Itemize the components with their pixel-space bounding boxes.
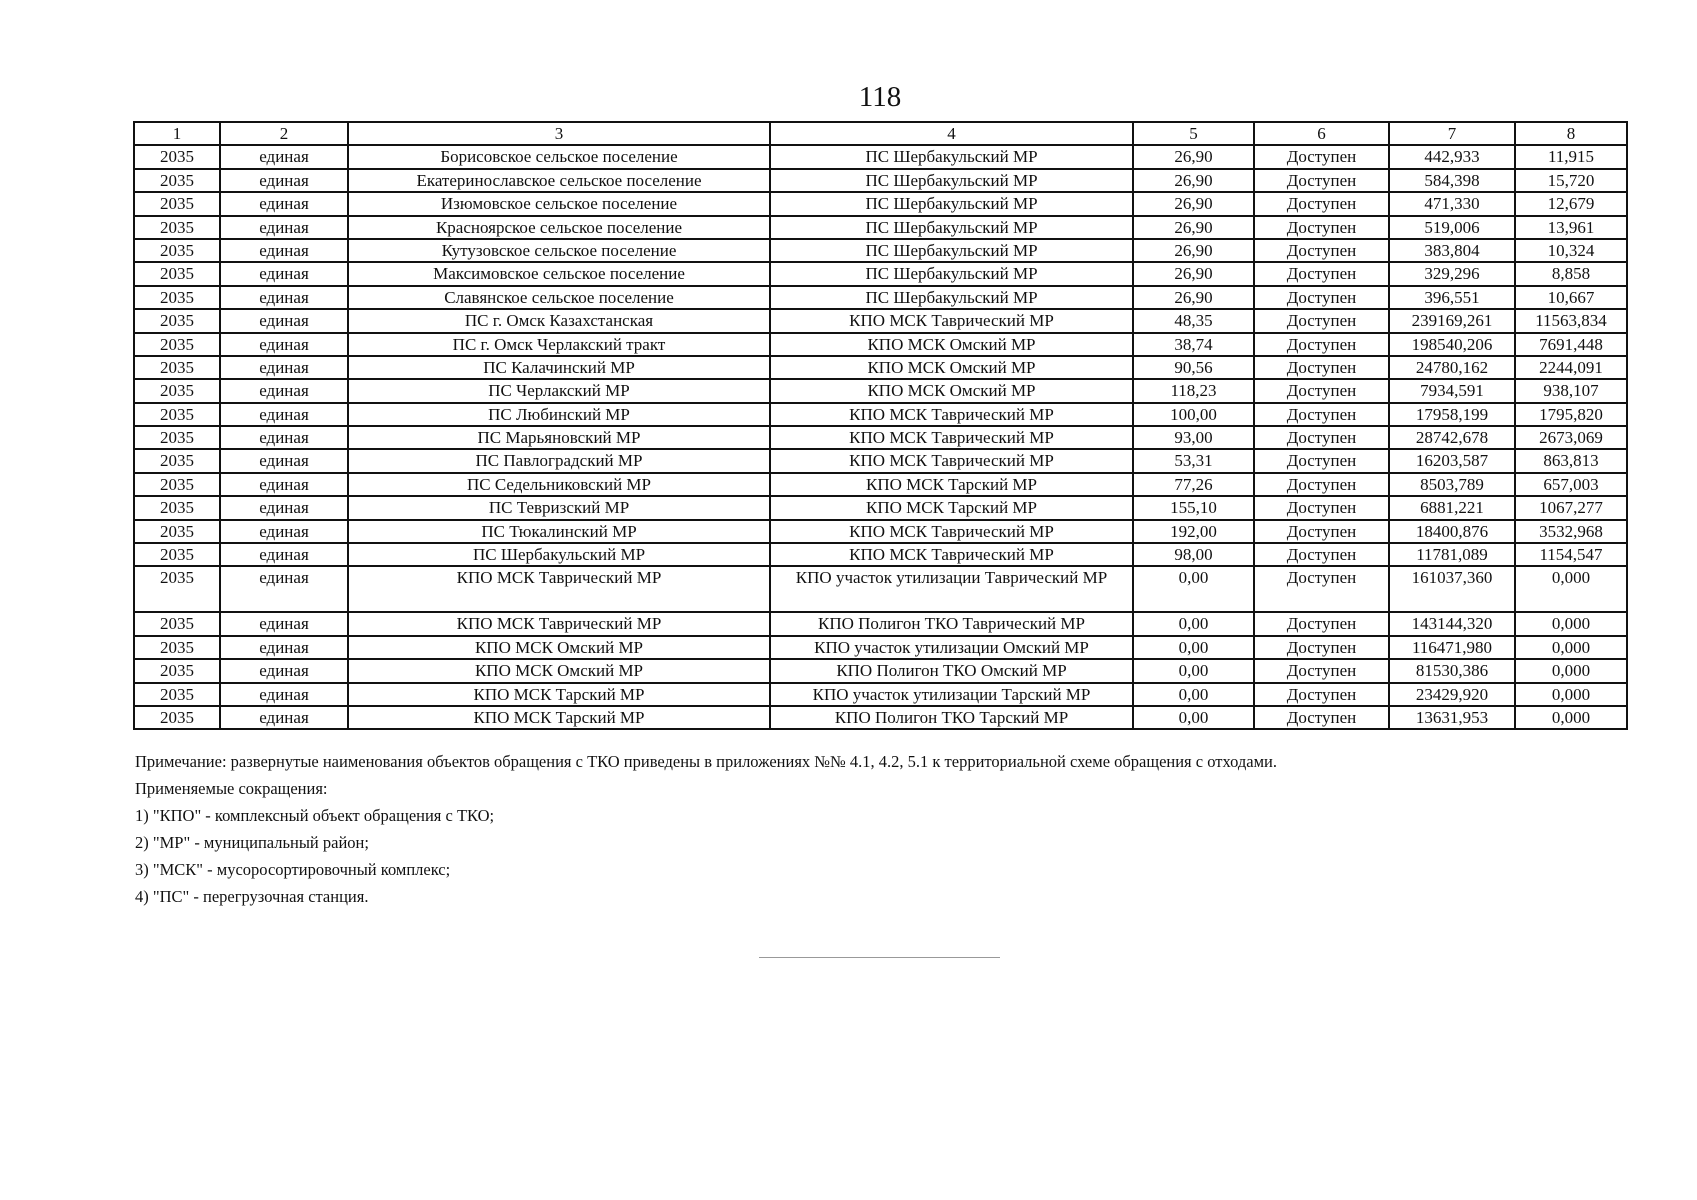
table-cell: 2035 [134,473,220,496]
table-cell: 26,90 [1133,192,1254,215]
table-cell: Максимовское сельское поселение [348,262,770,285]
table-cell: ПС Шербакульский МР [770,145,1133,168]
table-cell: единая [220,309,348,332]
table-cell: 118,23 [1133,379,1254,402]
table-cell: 0,00 [1133,706,1254,729]
table-cell: 2035 [134,496,220,519]
table-cell: КПО МСК Тарский МР [770,496,1133,519]
table-cell: ПС Седельниковский МР [348,473,770,496]
table-cell: КПО МСК Омский МР [348,636,770,659]
table-cell: 12,679 [1515,192,1627,215]
table-cell: ПС Шербакульский МР [770,192,1133,215]
table-cell: единая [220,566,348,612]
table-row [134,309,1627,332]
table-row [134,145,1627,168]
table-cell: единая [220,496,348,519]
table-cell: Доступен [1254,520,1389,543]
table-cell: 471,330 [1389,192,1515,215]
table-cell: 2035 [134,379,220,402]
table-cell: 329,296 [1389,262,1515,285]
table-cell: 77,26 [1133,473,1254,496]
table-cell: ПС г. Омск Казахстанская [348,309,770,332]
table-cell: Доступен [1254,636,1389,659]
abbreviation-item: 3) "МСК" - мусоросортировочный комплекс; [135,860,451,879]
table-cell: 26,90 [1133,239,1254,262]
table-cell: 0,000 [1515,636,1627,659]
table-row [134,379,1627,402]
table-cell: Доступен [1254,496,1389,519]
table-cell: ПС Тевризский МР [348,496,770,519]
table-cell: ПС Тюкалинский МР [348,520,770,543]
table-cell: 863,813 [1515,449,1627,472]
table-cell: 13,961 [1515,216,1627,239]
table-row [134,403,1627,426]
table-row [134,520,1627,543]
column-header: 5 [1133,122,1254,145]
table-row [134,706,1627,729]
table-cell: 0,000 [1515,612,1627,635]
column-header: 3 [348,122,770,145]
table-cell: 2035 [134,356,220,379]
table-cell: КПО МСК Таврический МР [770,543,1133,566]
table-cell: Екатеринославское сельское поселение [348,169,770,192]
table-cell: КПО МСК Омский МР [770,379,1133,402]
table-cell: Доступен [1254,706,1389,729]
table-cell: Доступен [1254,192,1389,215]
table-cell: 0,000 [1515,566,1627,612]
column-header: 4 [770,122,1133,145]
table-cell: 98,00 [1133,543,1254,566]
table-cell: единая [220,449,348,472]
abbreviation-item: 4) "ПС" - перегрузочная станция. [135,887,369,906]
table-cell: единая [220,216,348,239]
table-cell: 26,90 [1133,169,1254,192]
table-cell: Кутузовское сельское поселение [348,239,770,262]
table-cell: 0,000 [1515,706,1627,729]
column-header: 8 [1515,122,1627,145]
table-row [134,286,1627,309]
table-row [134,496,1627,519]
table-cell: единая [220,286,348,309]
table-cell: 2035 [134,636,220,659]
table-cell: единая [220,612,348,635]
table-cell: 2035 [134,192,220,215]
table-cell: Доступен [1254,449,1389,472]
table-cell: 2035 [134,239,220,262]
table-cell: Доступен [1254,216,1389,239]
table-row [134,169,1627,192]
table-cell: единая [220,169,348,192]
table-cell: 584,398 [1389,169,1515,192]
table-cell: единая [220,145,348,168]
table-cell: 0,00 [1133,683,1254,706]
table-cell: 7934,591 [1389,379,1515,402]
abbreviation-item: 1) "КПО" - комплексный объект обращения с ТКО; [135,806,495,825]
table-cell: ПС Черлакский МР [348,379,770,402]
table-header-row [134,122,1627,145]
table-cell: Доступен [1254,426,1389,449]
table-cell: Доступен [1254,239,1389,262]
table-cell: единая [220,473,348,496]
table-cell: 90,56 [1133,356,1254,379]
table-cell: ПС Шербакульский МР [770,286,1133,309]
table-cell: КПО МСК Тарский МР [348,683,770,706]
table-cell: 1067,277 [1515,496,1627,519]
table-cell: Славянское сельское поселение [348,286,770,309]
table-cell: ПС Шербакульский МР [770,216,1133,239]
page-number: 118 [858,81,902,113]
table-row [134,192,1627,215]
table-cell: 2035 [134,659,220,682]
table-row [134,239,1627,262]
table-cell: 2035 [134,683,220,706]
table-cell: КПО МСК Тарский МР [348,706,770,729]
table-row [134,449,1627,472]
table-cell: 26,90 [1133,262,1254,285]
table-cell: КПО Полигон ТКО Омский МР [770,659,1133,682]
table-cell: Доступен [1254,612,1389,635]
table-cell: 2035 [134,169,220,192]
table-cell: 1795,820 [1515,403,1627,426]
table-cell: единая [220,192,348,215]
table-cell: КПО МСК Таврический МР [348,566,770,612]
table-cell: 198540,206 [1389,333,1515,356]
table-cell: 17958,199 [1389,403,1515,426]
table-cell: 2035 [134,309,220,332]
column-header: 6 [1254,122,1389,145]
table-cell: 938,107 [1515,379,1627,402]
table-cell: КПО МСК Таврический МР [770,520,1133,543]
table-row [134,543,1627,566]
table-cell: 2035 [134,520,220,543]
table-cell: 2035 [134,286,220,309]
table-cell: КПО МСК Омский МР [770,356,1133,379]
table-row [134,683,1627,706]
table-cell: 1154,547 [1515,543,1627,566]
table-cell: Доступен [1254,333,1389,356]
table-cell: ПС Шербакульский МР [348,543,770,566]
table-cell: Доступен [1254,286,1389,309]
table-cell: единая [220,356,348,379]
table-cell: Изюмовское сельское поселение [348,192,770,215]
table-cell: 23429,920 [1389,683,1515,706]
table-cell: Доступен [1254,566,1389,612]
table-cell: 192,00 [1133,520,1254,543]
table-row [134,612,1627,635]
table-cell: 116471,980 [1389,636,1515,659]
table-cell: 15,720 [1515,169,1627,192]
abbreviation-item: 2) "МР" - муниципальный район; [135,833,369,852]
table-row [134,636,1627,659]
table-cell: 3532,968 [1515,520,1627,543]
table-cell: 11563,834 [1515,309,1627,332]
table-cell: 0,00 [1133,612,1254,635]
table-cell: 2035 [134,403,220,426]
table-cell: 2035 [134,262,220,285]
table-cell: 18400,876 [1389,520,1515,543]
table-cell: КПО МСК Омский МР [770,333,1133,356]
table-cell: 26,90 [1133,286,1254,309]
table-cell: единая [220,659,348,682]
table-cell: КПО участок утилизации Тарский МР [770,683,1133,706]
table-cell: 383,804 [1389,239,1515,262]
table-cell: единая [220,426,348,449]
table-cell: ПС Любинский МР [348,403,770,426]
table-cell: КПО МСК Таврический МР [770,403,1133,426]
table-cell: 10,667 [1515,286,1627,309]
table-cell: 38,74 [1133,333,1254,356]
table-cell: ПС Марьяновский МР [348,426,770,449]
table-cell: 2035 [134,333,220,356]
table-cell: Доступен [1254,262,1389,285]
table-cell: единая [220,520,348,543]
table-cell: 8,858 [1515,262,1627,285]
table-cell: Доступен [1254,379,1389,402]
table-body [134,145,1627,729]
table-cell: Доступен [1254,145,1389,168]
table-cell: 11781,089 [1389,543,1515,566]
table-row [134,659,1627,682]
column-header: 7 [1389,122,1515,145]
table-cell: КПО МСК Таврический МР [770,309,1133,332]
table-cell: ПС Шербакульский МР [770,262,1133,285]
table-cell: ПС г. Омск Черлакский тракт [348,333,770,356]
table-cell: 26,90 [1133,145,1254,168]
table-cell: Красноярское сельское поселение [348,216,770,239]
table-cell: единая [220,543,348,566]
table-cell: Борисовское сельское поселение [348,145,770,168]
table-cell: 93,00 [1133,426,1254,449]
table-cell: 2035 [134,426,220,449]
table-cell: 6881,221 [1389,496,1515,519]
table-cell: 13631,953 [1389,706,1515,729]
table-cell: 2035 [134,543,220,566]
table-cell: ПС Калачинский МР [348,356,770,379]
end-of-document-rule [759,957,1000,958]
table-cell: 2035 [134,566,220,612]
table-cell: ПС Павлоградский МР [348,449,770,472]
table-cell: 11,915 [1515,145,1627,168]
table-cell: Доступен [1254,659,1389,682]
table-cell: Доступен [1254,683,1389,706]
table-cell: КПО Полигон ТКО Тарский МР [770,706,1133,729]
table-row [134,262,1627,285]
table-cell: КПО участок утилизации Омский МР [770,636,1133,659]
table-cell: единая [220,239,348,262]
table-cell: 2035 [134,145,220,168]
table-cell: КПО МСК Таврический МР [348,612,770,635]
table-cell: единая [220,262,348,285]
table-cell: единая [220,403,348,426]
table-cell: 28742,678 [1389,426,1515,449]
table-cell: Доступен [1254,543,1389,566]
table-cell: единая [220,636,348,659]
table-cell: Доступен [1254,309,1389,332]
table-row [134,216,1627,239]
table-cell: КПО МСК Омский МР [348,659,770,682]
table-cell: 0,00 [1133,636,1254,659]
table-cell: 8503,789 [1389,473,1515,496]
table-row [134,333,1627,356]
table-cell: КПО МСК Таврический МР [770,449,1133,472]
table-row [134,356,1627,379]
abbreviations-title: Применяемые сокращения: [135,779,328,798]
table-cell: 396,551 [1389,286,1515,309]
table-cell: Доступен [1254,356,1389,379]
table-cell: единая [220,379,348,402]
table-cell: 2673,069 [1515,426,1627,449]
table-cell: 2035 [134,612,220,635]
table-cell: 519,006 [1389,216,1515,239]
table-cell: единая [220,706,348,729]
table-cell: ПС Шербакульский МР [770,239,1133,262]
table-cell: КПО МСК Таврический МР [770,426,1133,449]
table-cell: 155,10 [1133,496,1254,519]
table-cell: единая [220,683,348,706]
table-cell: 100,00 [1133,403,1254,426]
table-cell: 26,90 [1133,216,1254,239]
table-cell: 10,324 [1515,239,1627,262]
table-row [134,473,1627,496]
table-cell: 0,000 [1515,683,1627,706]
table-cell: 2035 [134,706,220,729]
table-cell: 48,35 [1133,309,1254,332]
table-cell: КПО МСК Тарский МР [770,473,1133,496]
notes-section [135,748,1635,910]
data-table [133,121,1628,730]
table-cell: ПС Шербакульский МР [770,169,1133,192]
column-header: 1 [134,122,220,145]
table-cell: 7691,448 [1515,333,1627,356]
table-row [134,426,1627,449]
table-cell: 2035 [134,449,220,472]
table-cell: 2035 [134,216,220,239]
table-cell: 0,000 [1515,659,1627,682]
table-cell: Доступен [1254,403,1389,426]
table-cell: Доступен [1254,169,1389,192]
table-cell: 161037,360 [1389,566,1515,612]
table-cell: 2244,091 [1515,356,1627,379]
table-cell: 16203,587 [1389,449,1515,472]
table-cell: 24780,162 [1389,356,1515,379]
table-cell: КПО участок утилизации Таврический МР [770,566,1133,612]
remark-note: Примечание: развернутые наименования объектов обращения с ТКО приведены в приложениях №№ 4.1, 4.2, 5.1 к территориальной схеме обращения с отходами. [135,752,1277,771]
table-cell: 442,933 [1389,145,1515,168]
table-row [134,566,1627,612]
table-cell: единая [220,333,348,356]
table-cell: 81530,386 [1389,659,1515,682]
column-header: 2 [220,122,348,145]
table-cell: 0,00 [1133,566,1254,612]
table-cell: Доступен [1254,473,1389,496]
table-cell: КПО Полигон ТКО Таврический МР [770,612,1133,635]
table-cell: 0,00 [1133,659,1254,682]
table-cell: 239169,261 [1389,309,1515,332]
table-cell: 143144,320 [1389,612,1515,635]
table-cell: 53,31 [1133,449,1254,472]
table-cell: 657,003 [1515,473,1627,496]
